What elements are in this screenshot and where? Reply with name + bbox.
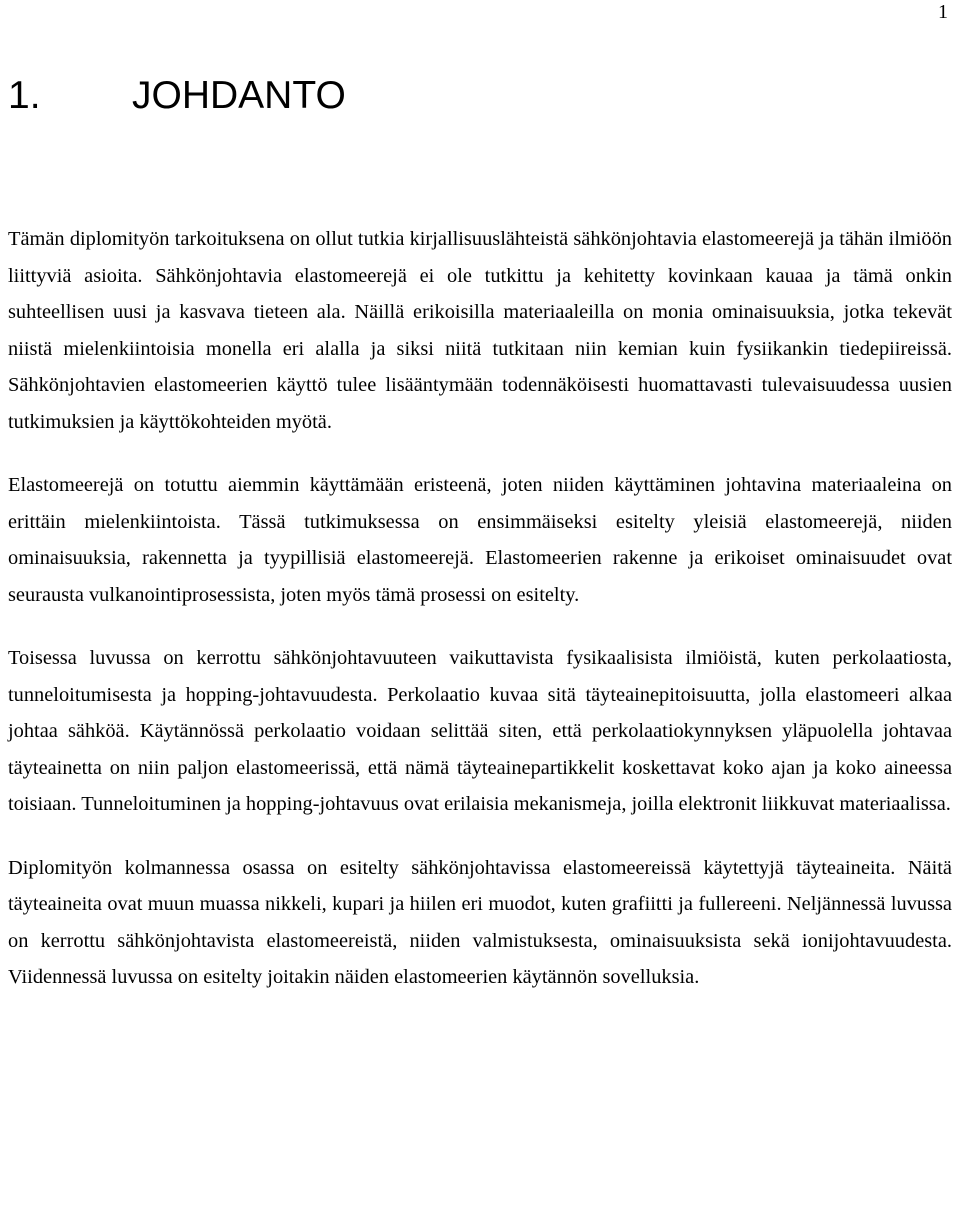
- paragraph-fillers-and-applications: Diplomityön kolmannessa osassa on esitelty sähkönjohtavissa elastomeereissä käytettyjä täyteaineita. Näitä täyteaineita ovat muun muassa nikkeli, kupari ja hiilen eri muodot, kuten grafiitti ja fullereeni. Neljännessä luvussa on kerrottu sähkönjohtavista elastomeereistä, niiden valmistuksesta, ominaisuuksista sekä ionijohtavuudesta. Viidennessä luvussa on esitelty joitakin näiden elastomeerien käytännön sovelluksia.: [8, 856, 952, 988]
- chapter-title: JOHDANTO: [132, 74, 346, 117]
- paragraph-conductivity-phenomena: Toisessa luvussa on kerrottu sähkönjohtavuuteen vaikuttavista fysikaalisista ilmiöistä, kuten perkolaatiosta, tunneloitumisesta ja hopping-johtavuudesta. Perkolaatio kuvaa sitä täyteainepitoisuutta, jolla elastomeeri alkaa johtaa sähköä. Käytännössä perkolaatio voidaan selittää siten, että perkolaatiokynnyksen yläpuolella johtavaa täyteainetta on niin paljon elastomeerissä, että nämä täyteainepartikkelit koskettavat koko ajan ja koko aineessa toisiaan. Tunneloituminen ja hopping-johtavuus ovat erilaisia mekanismeja, joilla elektronit liikkuvat materiaalissa.: [8, 647, 952, 815]
- chapter-heading: [8, 72, 346, 120]
- paragraph-introduction: Tämän diplomityön tarkoituksena on ollut tutkia kirjallisuuslähteistä sähkönjohtavia elastomeerejä ja tähän ilmiöön liittyviä asioita. Sähkönjohtavia elastomeerejä ei ole tutkittu ja kehitetty kovinkaan kauaa ja tämä onkin suhteellisen uusi ja kasvava tieteen ala. Näillä erikoisilla materiaaleilla on monia ominaisuuksia, jotka tekevät niistä mielenkiintoisia monella eri alalla ja siksi niitä tutkitaan niin kemian kuin fysiikankin tiedepiireissä. Sähkönjohtavien elastomeerien käyttö tulee lisääntymään todennäköisesti huomattavasti tulevaisuudessa uusien tutkimuksien ja käyttökohteiden myötä.: [8, 228, 952, 433]
- chapter-number: 1.: [8, 74, 41, 117]
- paragraph-elastomers: Elastomeerejä on totuttu aiemmin käyttämään eristeenä, joten niiden käyttäminen johtavina materiaaleina on erittäin mielenkiintoista. Tässä tutkimuksessa on ensimmäiseksi esitelty yleisiä elastomeerejä, niiden ominaisuuksia, rakennetta ja tyypillisiä elastomeerejä. Elastomeerien rakenne ja erikoiset ominaisuudet ovat seurausta vulkanointiprosessista, joten myös tämä prosessi on esitelty.: [8, 474, 952, 606]
- page-number: 1: [938, 1, 948, 23]
- body-text: [8, 221, 952, 996]
